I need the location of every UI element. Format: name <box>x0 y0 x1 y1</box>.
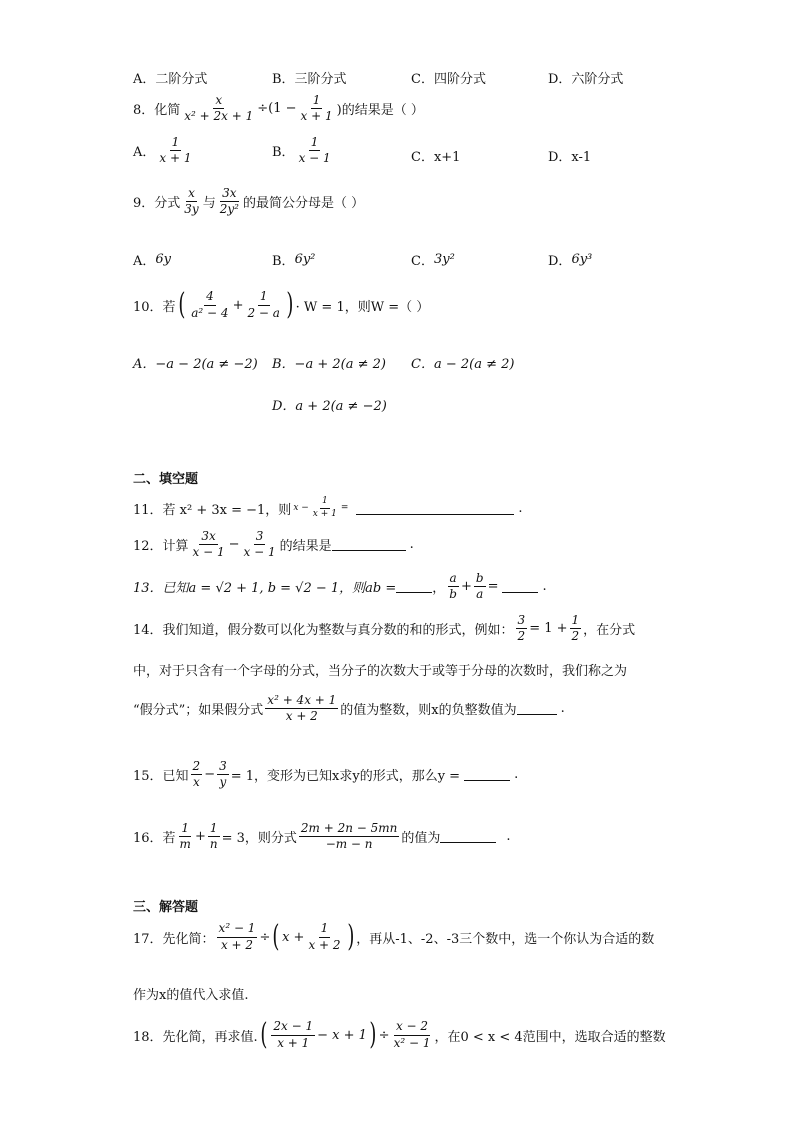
q14-example-fraction-1 <box>516 614 528 643</box>
q11-period: . <box>518 500 523 516</box>
q18-fraction-1 <box>271 1020 315 1049</box>
q11-answer-blank[interactable] <box>356 502 514 515</box>
q7-option-b-text: B．三阶分式 <box>272 72 347 87</box>
q8-option-b <box>272 136 335 165</box>
q17-prefix: 17．先化简： <box>133 931 215 947</box>
q11-prefix: 11．若 x² + 3x = −1，则 <box>133 502 292 518</box>
q16-period: . <box>506 829 511 845</box>
q13-fraction-2 <box>474 572 486 601</box>
q16-suffix: 的值为 <box>401 831 441 847</box>
q18-inner: − x + 1 <box>317 1027 367 1043</box>
q14-line-3-suffix: 的值为整数，则x的负整数值为 <box>340 703 517 719</box>
q12-prefix: 12．计算 <box>133 539 189 555</box>
q13-plus: + <box>460 579 472 595</box>
q8-opt-a-denominator: x + 1 <box>159 151 192 166</box>
q10-option-b <box>272 353 386 372</box>
q18-right-paren: ) <box>369 1017 377 1052</box>
q10-option-b-text: B．−a + 2(a ≠ 2) <box>272 357 386 372</box>
q15-f1-numerator: 2 <box>191 760 203 775</box>
q16-prefix: 16．若 <box>133 831 176 847</box>
q15-f1-denominator: x <box>192 775 200 790</box>
q9-option-c <box>411 250 455 269</box>
q10-f2-numerator: 1 <box>258 290 270 305</box>
q13-f1-numerator: a <box>448 572 459 587</box>
q15-f2-numerator: 3 <box>217 760 229 775</box>
q14-line-2-text: 中，对于只含有一个字母的分式，当分子的次数大于或等于分母的次数时，我们称之为 <box>133 664 628 679</box>
q12-period: . <box>409 537 414 553</box>
q14-ex2-numerator: 1 <box>570 614 582 629</box>
q14-answer-blank[interactable] <box>517 702 557 715</box>
q11-stem <box>133 497 523 520</box>
q16-f1-denominator: m <box>179 837 191 852</box>
q8-f2-denominator: x + 1 <box>300 109 333 124</box>
q8-f1-numerator: x <box>213 94 224 109</box>
q18-f1-denominator: x + 1 <box>277 1035 310 1050</box>
q10-f2-denominator: 2 − a <box>247 305 280 320</box>
q10-fraction-1 <box>189 290 230 319</box>
q8-option-c-text: C．x+1 <box>411 150 461 165</box>
q17-f1-denominator: x + 2 <box>220 937 254 952</box>
q10-suffix: · W = 1，则W =（ ） <box>295 299 430 315</box>
q9-option-c-value: 3y² <box>433 252 455 267</box>
q17-line-2 <box>133 984 248 1003</box>
q11-f-numerator: 1 <box>320 497 330 509</box>
q8-opt-b-numerator: 1 <box>309 136 321 151</box>
q8-fraction-1 <box>182 94 255 123</box>
q8-stem <box>133 94 424 123</box>
q15-prefix: 15．已知 <box>133 769 189 785</box>
q7-option-c-text: C．四阶分式 <box>411 72 486 87</box>
q12-fraction-2 <box>242 530 278 559</box>
q9-option-d-value: 6y³ <box>571 252 593 267</box>
q18-f2-denominator: x² − 1 <box>393 1035 431 1050</box>
q16-middle: = 3，则分式 <box>221 831 297 847</box>
q9-f1-numerator: x <box>186 187 197 202</box>
q16-fraction-2 <box>208 822 220 851</box>
q14-ex2-denominator: 2 <box>571 629 580 644</box>
section-2-heading: 二、填空题 <box>133 472 199 487</box>
q12-f2-denominator: x − 1 <box>243 545 276 560</box>
q10-left-paren: ( <box>177 287 185 322</box>
q17-line-2-text: 作为x的值代入求值. <box>133 988 249 1003</box>
q8-prefix: 8．化简 <box>133 103 181 119</box>
q9-option-a-value: 6y <box>155 252 172 267</box>
q14-example-fraction-2 <box>570 614 582 643</box>
q14-line-2 <box>133 660 627 679</box>
q8-option-d <box>548 146 591 165</box>
q16-fraction-3 <box>299 822 400 851</box>
q14-f-numerator: x² + 4x + 1 <box>265 694 338 709</box>
q9-option-d <box>548 250 592 269</box>
q13-f1-denominator: b <box>449 587 457 602</box>
q8-option-c <box>411 146 460 165</box>
q9-option-a <box>133 250 171 269</box>
q8-option-b-fraction <box>297 136 333 165</box>
q9-option-a-label: A． <box>133 254 156 269</box>
q12-answer-blank[interactable] <box>332 538 406 551</box>
q9-fraction-2 <box>218 187 241 216</box>
q12-stem <box>133 530 414 559</box>
q12-fraction-1 <box>191 530 227 559</box>
q12-suffix: 的结果是 <box>279 539 332 555</box>
q8-option-a-label: A． <box>133 145 156 161</box>
q10-stem <box>133 287 430 322</box>
q13-answer-blank-2[interactable] <box>502 580 538 593</box>
q14-line-1-prefix: 14．我们知道，假分数可以化为整数与真分数的和的形式，例如： <box>133 623 514 639</box>
q14-line-1 <box>133 614 635 643</box>
q10-option-c-text: C．a − 2(a ≠ 2) <box>411 357 515 372</box>
q8-middle: ÷(1 − <box>257 101 297 117</box>
q9-option-b-label: B． <box>272 254 295 269</box>
q12-f1-numerator: 3x <box>199 530 217 545</box>
q11-equals: = <box>340 503 349 514</box>
q13-comma: ， <box>432 581 446 597</box>
q9-stem <box>133 187 364 216</box>
q13-f2-numerator: b <box>474 572 486 587</box>
q10-option-a-text: A．−a − 2(a ≠ −2) <box>133 357 258 372</box>
q8-suffix: )的结果是（ ） <box>336 103 424 119</box>
q14-fraction <box>265 694 338 723</box>
q15-fraction-1 <box>191 760 203 789</box>
q16-f2-numerator: 1 <box>208 822 220 837</box>
q15-fraction-2 <box>217 760 229 789</box>
q9-option-b-value: 6y² <box>294 252 316 267</box>
q17-fraction-2 <box>306 922 342 951</box>
q16-stem <box>133 822 511 851</box>
q17-left-paren: ( <box>272 919 280 954</box>
q17-line-1 <box>133 919 655 954</box>
q17-divide: ÷ <box>259 929 271 945</box>
q10-option-c <box>411 353 514 372</box>
q17-right-paren: ) <box>346 919 354 954</box>
q15-f2-denominator: y <box>219 775 227 790</box>
q18-divide: ÷ <box>378 1027 390 1043</box>
q18-suffix: ，在0 < x < 4范围中，选取合适的整数 <box>434 1029 666 1045</box>
q9-fraction-1 <box>182 187 200 216</box>
q11-fraction <box>311 497 339 520</box>
q18-fraction-2 <box>392 1020 433 1049</box>
q8-f1-denominator: x² + 2x + 1 <box>184 109 254 124</box>
q18-prefix: 18．先化简，再求值. <box>133 1029 258 1045</box>
q16-answer-blank[interactable] <box>440 830 496 843</box>
q13-stem <box>133 572 547 601</box>
q7-option-d-text: D．六阶分式 <box>548 72 624 87</box>
q18-f1-numerator: 2x − 1 <box>271 1020 315 1035</box>
q13-period: . <box>542 579 547 595</box>
q9-middle: 与 <box>202 196 216 212</box>
q7-option-a-text: A．二阶分式 <box>133 72 208 87</box>
q10-plus: + <box>232 297 244 313</box>
q8-option-a-fraction <box>157 136 193 165</box>
q16-f3-denominator: −m − n <box>325 837 373 852</box>
q16-plus: + <box>194 829 206 845</box>
q9-f2-denominator: 2y² <box>219 202 239 217</box>
q10-option-d <box>272 395 387 414</box>
q10-f1-numerator: 4 <box>204 290 216 305</box>
q17-f2-denominator: x + 2 <box>308 937 341 952</box>
q14-line-3-prefix: “假分式”；如果假分式 <box>133 703 264 719</box>
q8-opt-a-numerator: 1 <box>170 136 182 151</box>
q10-right-paren: ) <box>286 287 294 322</box>
q9-suffix: 的最简公分母是（ ） <box>242 196 365 212</box>
q14-f-denominator: x + 2 <box>285 709 318 724</box>
q8-f2-numerator: 1 <box>311 94 323 109</box>
q9-f1-denominator: 3y <box>184 202 199 217</box>
q10-f1-denominator: a² − 4 <box>191 305 229 320</box>
q9-option-c-label: C． <box>411 254 434 269</box>
q8-option-d-text: D．x-1 <box>548 150 592 165</box>
q8-fraction-2 <box>299 94 335 123</box>
q10-fraction-2 <box>245 290 281 319</box>
q14-period: . <box>560 701 565 717</box>
section-3-heading: 三、解答题 <box>133 900 199 915</box>
q18-left-paren: ( <box>260 1017 268 1052</box>
q18-stem <box>133 1017 666 1052</box>
q7-option-c <box>411 68 486 87</box>
q7-option-b <box>272 68 347 87</box>
q7-option-a <box>133 68 207 87</box>
q16-f3-numerator: 2m + 2n − 5mn <box>299 822 400 837</box>
q9-option-d-label: D． <box>548 254 572 269</box>
q10-option-d-text: D．a + 2(a ≠ −2) <box>272 399 387 414</box>
q9-option-b <box>272 250 315 269</box>
q11-expression: x − <box>293 503 309 514</box>
q18-f2-numerator: x − 2 <box>394 1020 430 1035</box>
q14-example-middle: = 1 + <box>529 621 568 637</box>
q14-ex-numerator: 3 <box>516 614 528 629</box>
q15-period: . <box>514 767 519 783</box>
q16-fraction-1 <box>178 822 193 851</box>
q14-line-1-suffix: ，在分式 <box>583 623 636 639</box>
q17-fraction-1 <box>217 922 258 951</box>
q12-f2-numerator: 3 <box>254 530 266 545</box>
q8-option-a <box>133 136 195 165</box>
q11-f-denominator: x + 1 <box>312 508 337 519</box>
q8-option-b-label: B． <box>272 145 295 161</box>
q7-option-d <box>548 68 623 87</box>
q13-f2-denominator: a <box>476 587 484 602</box>
q10-prefix: 10．若 <box>133 299 176 315</box>
q14-ex-denominator: 2 <box>517 629 526 644</box>
q13-fraction-1 <box>447 572 459 601</box>
q10-option-a <box>133 353 258 372</box>
q13-equals: = <box>487 579 499 595</box>
q17-inner: x + <box>282 929 305 945</box>
q12-minus: − <box>228 537 240 553</box>
q15-stem <box>133 760 518 789</box>
q16-f2-denominator: n <box>209 837 218 852</box>
q13-prefix: 13．已知a = √2 + 1, b = √2 − 1，则ab = <box>133 581 397 597</box>
q17-f2-numerator: 1 <box>319 922 331 937</box>
q9-prefix: 9．分式 <box>133 196 181 212</box>
q13-answer-blank-1[interactable] <box>396 580 432 593</box>
q16-f1-numerator: 1 <box>179 822 191 837</box>
q15-minus: − <box>204 767 216 783</box>
q12-f1-denominator: x − 1 <box>192 545 225 560</box>
q17-suffix: ，再从-1、-2、-3三个数中，选一个你认为合适的数 <box>356 931 655 947</box>
q8-opt-b-denominator: x − 1 <box>298 151 331 166</box>
q14-line-3 <box>133 694 565 723</box>
q9-f2-numerator: 3x <box>220 187 238 202</box>
q15-answer-blank[interactable] <box>464 768 510 781</box>
q17-f1-numerator: x² − 1 <box>217 922 258 937</box>
q15-suffix: = 1，变形为已知x求y的形式，那么y = <box>230 769 461 785</box>
